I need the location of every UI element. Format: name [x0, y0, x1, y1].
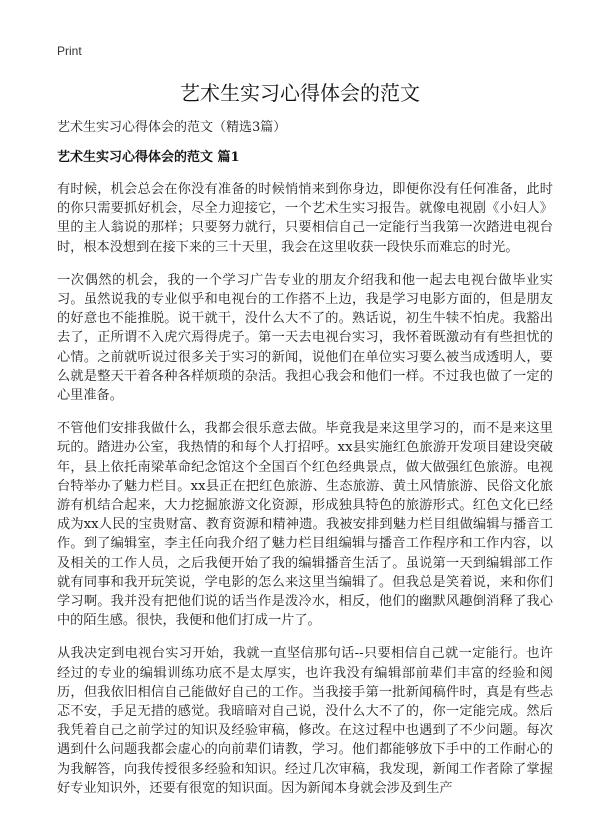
print-label: Print: [57, 44, 82, 58]
document-body: [57, 180, 553, 812]
paragraph: 不管他们安排我做什么，我都会很乐意去做。毕竟我是来这里学习的，而不是来这里玩的。踏进办公室，我热情的和每个人打招呼。xx县实施红色旅游开发项目建设突破年，县上依托南梁革命纪念馆这个全国百个红色经典景点，做大做强红色旅游。电视台特举办了魅力栏目。xx县正在把红色旅游、生态旅游、黄土风情旅游、民俗文化旅游有机结合起来，大力挖掘旅游文化资源，形成独具特色的旅游形式。红色文化已经成为xx人民的宝贵财富、教育资源和精神遗。我被安排到魅力栏目组做编辑与播音工作。到了编辑室，李主任向我介绍了魅力栏目组编辑与播音工作程序和工作内容，以及相关的工作人员，之后我便开始了我的编辑播音生活了。虽说第一天到编辑部工作就有同事和我开玩笑说，学电影的怎么来这里当编辑了。但我总是笑着说，来和你们学习啊。我并没有把他们说的话当作是泼冷水，相反，他们的幽默风趣倒消释了我心中的陌生感。很快，我便和他们打成一片了。: [57, 421, 553, 629]
paragraph: 有时候，机会总会在你没有准备的时候悄悄来到你身边，即便你没有任何准备，此时的你只需要抓好机会，尽全力迎接它，一个艺术生实习报告。就像电视剧《小妇人》里的主人翁说的那样；只要努力就行，只要相信自己一定能行当我第一次踏进电视台时，根本没想到在接下来的三十天里，我会在这里收获一段快乐而难忘的时光。: [57, 182, 553, 255]
paragraph: 一次偶然的机会，我的一个学习广告专业的朋友介绍我和他一起去电视台做毕业实习。虽然说我的专业似乎和电视台的工作搭不上边，我是学习电影方面的，但是朋友的好意也不能推脱。说干就干，没什么大不了的。熟话说，初生牛犊不怕虎。我豁出去了，正所谓不入虎穴焉得虎子。第一天去电视台实习，我怀着既激动有有些担忧的心情。之前就听说过很多关于实习的新闻，说他们在单位实习要么被当成透明人，要么就是整天干着各种各样烦琐的杂活。我担心我会和他们一样。不过我也做了一定的心里准备。: [57, 272, 553, 404]
document-title: 艺术生实习心得体会的范文: [180, 81, 420, 105]
section-heading: 艺术生实习心得体会的范文 篇1: [57, 150, 240, 165]
document-subtitle: 艺术生实习心得体会的范文（精选3篇）: [57, 120, 287, 135]
paragraph: 从我决定到电视台实习开始，我就一直坚信那句话--只要相信自己就一定能行。也许经过的专业的编辑训练功底不是太厚实，也许我没有编辑部前辈们丰富的经验和阅历，但我依旧相信自己能做好自己的工作。当我接手第一批新闻稿件时，真是有些忐忑不安，手足无措的感觉。我暗暗对自己说，没什么大不了的，你一定能完成。然后我凭着自己之前学过的知识及经验审稿，修改。在这过程中也遇到了不少问题。每次遇到什么问题我都会虚心的向前辈们请教，学习。他们都能够放下手中的工作耐心的为我解答，向我传授很多经验和知识。经过几次审稿，我发现，新闻工作者除了掌握好专业知识外，还要有很宽的知识面。因为新闻本身就会涉及到生产: [57, 646, 553, 796]
